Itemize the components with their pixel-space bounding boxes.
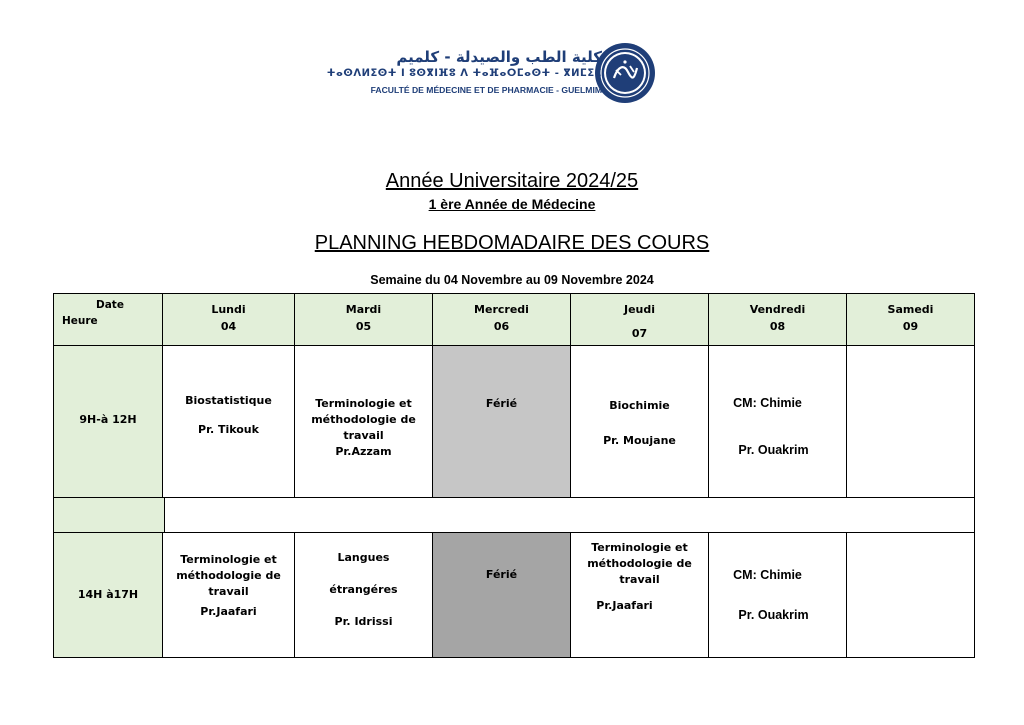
- course-professor: Pr. Ouakrim: [738, 608, 809, 622]
- empty-cell-samedi-morning: [846, 345, 975, 498]
- day-header-vendredi: [708, 293, 847, 346]
- course-cell-jeudi-afternoon: [570, 532, 709, 658]
- course-title-line3: travail: [208, 585, 249, 598]
- day-name: Mardi: [345, 303, 382, 316]
- course-title-line1: Terminologie et: [591, 541, 688, 554]
- day-name: Mercredi: [474, 303, 529, 316]
- time-label: 9H-à 12H: [79, 413, 137, 426]
- faculty-name-french: FACULTÉ DE MÉDECINE ET DE PHARMACIE - GUELMIM: [370, 85, 602, 95]
- year-level-title: 1 ère Année de Médecine: [428, 196, 596, 212]
- course-professor: Pr. Moujane: [603, 434, 676, 447]
- holiday-cell-mercredi-afternoon: [432, 532, 571, 658]
- time-label: 14H à17H: [77, 588, 139, 601]
- day-date: 08: [769, 320, 786, 333]
- course-cell-jeudi-morning: [570, 345, 709, 498]
- corner-date-label: Date: [96, 299, 124, 311]
- day-name: Vendredi: [749, 303, 806, 316]
- course-title-line2: méthodologie de: [176, 569, 281, 582]
- time-cell-afternoon: [53, 532, 163, 658]
- holiday-label: Férié: [485, 397, 518, 410]
- day-date: 05: [355, 320, 372, 333]
- course-title-line1: Terminologie et: [180, 553, 277, 566]
- course-title-line3: travail: [343, 429, 384, 442]
- course-cell-mardi-morning: [294, 345, 433, 498]
- day-header-lundi: [162, 293, 295, 346]
- course-cell-vendredi-afternoon: [708, 532, 847, 658]
- day-header-samedi: [846, 293, 975, 346]
- day-date: 09: [902, 320, 919, 333]
- day-name: Samedi: [887, 303, 934, 316]
- time-cell-morning: [53, 345, 163, 498]
- day-header-jeudi: [570, 293, 709, 346]
- day-header-mardi: [294, 293, 433, 346]
- course-professor: Pr.Jaafari: [200, 605, 257, 618]
- course-cell-mardi-afternoon: [294, 532, 433, 658]
- course-title-line1: Terminologie et: [315, 397, 412, 410]
- course-professor: Pr.Azzam: [335, 445, 392, 458]
- corner-header-cell: [53, 293, 163, 346]
- faculty-name-tifinagh: ⵜⴰⵙⴷⵍⵉⵙⵜ ⵏ ⵓⵙⴳⵏⴼⵓ ⴷ ⵜⴰⴼⴰⵔⵎⴰⵙⵜ - ⴳⵍⵎⵉⵎ: [326, 68, 602, 79]
- day-date: 07: [631, 327, 648, 340]
- holiday-label: Férié: [485, 568, 518, 581]
- course-cell-vendredi-morning: [708, 345, 847, 498]
- day-name: Jeudi: [623, 303, 656, 316]
- course-title: Biostatistique: [185, 394, 272, 407]
- corner-heure-label: Heure: [62, 315, 98, 327]
- empty-cell-samedi-afternoon: [846, 532, 975, 658]
- holiday-cell-mercredi-morning: [432, 345, 571, 498]
- planning-title: PLANNING HEBDOMADAIRE DES COURS: [314, 232, 710, 254]
- academic-year-title: Année Universitaire 2024/25: [385, 170, 639, 192]
- course-title-line2: étrangéres: [329, 583, 398, 596]
- faculty-name-arabic: كلية الطب والصيدلة - كلميم: [396, 48, 602, 66]
- day-date: 06: [493, 320, 510, 333]
- course-title: CM: Chimie: [733, 568, 802, 582]
- course-professor: Pr.Jaafari: [596, 599, 653, 612]
- course-title-line2: méthodologie de: [311, 413, 416, 426]
- course-cell-lundi-morning: [162, 345, 295, 498]
- separator-cell-left: [53, 497, 165, 533]
- course-title-line1: Langues: [337, 551, 390, 564]
- day-date: 04: [220, 320, 237, 333]
- course-professor: Pr. Idrissi: [334, 615, 393, 628]
- course-title-line3: travail: [619, 573, 660, 586]
- weekly-timetable: [53, 293, 975, 658]
- week-range: Semaine du 04 Novembre au 09 Novembre 2024: [370, 273, 654, 287]
- day-name: Lundi: [211, 303, 246, 316]
- day-header-mercredi: [432, 293, 571, 346]
- course-title: CM: Chimie: [733, 396, 802, 410]
- course-professor: Pr. Ouakrim: [738, 443, 809, 457]
- course-professor: Pr. Tikouk: [198, 423, 259, 436]
- course-title-line2: méthodologie de: [587, 557, 692, 570]
- course-title: Biochimie: [609, 399, 670, 412]
- separator-cell-right: [164, 497, 975, 533]
- course-cell-lundi-afternoon: [162, 532, 295, 658]
- faculty-header: [326, 44, 660, 106]
